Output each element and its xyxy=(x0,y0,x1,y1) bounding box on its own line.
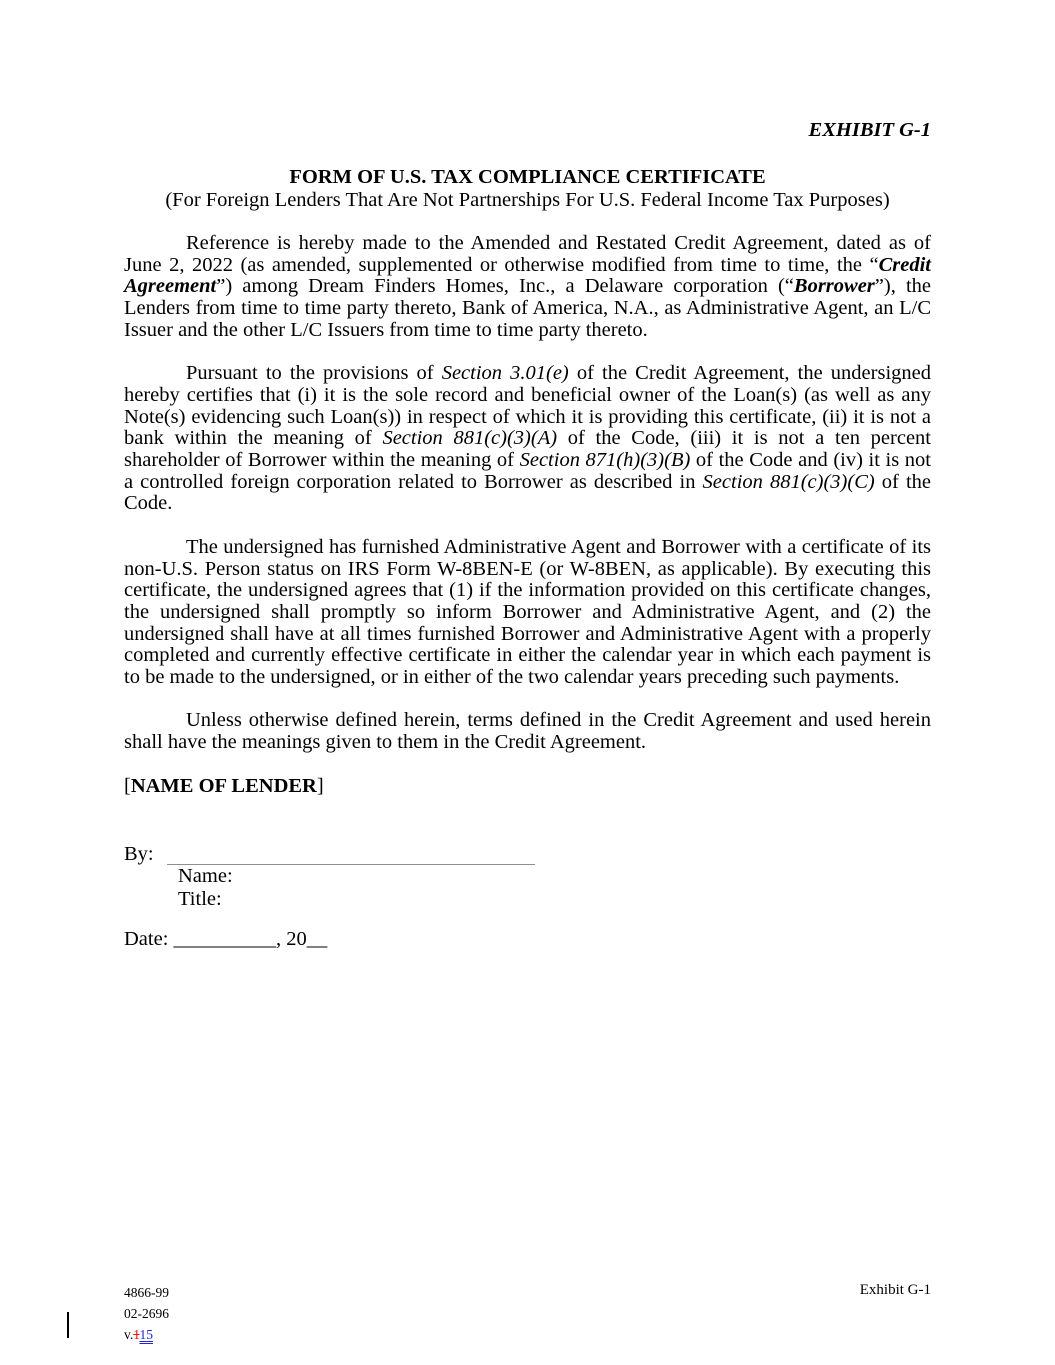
exhibit-header: EXHIBIT G-1 xyxy=(808,119,931,141)
text-segment: Reference is hereby made to the Amended and Restated Credit Agreement, dated as of June 2, 2022 (as amended, supplemented or otherwise modified from time to time, the “ xyxy=(124,232,931,276)
text-segment: of the Code, (iii) it is not a ten percent shareholder of Borrower within the meaning of xyxy=(124,427,932,472)
text-segment: Section 3.01(e) xyxy=(441,362,569,385)
text-segment: Pursuant to the provisions of xyxy=(186,362,442,385)
text-segment: ”), the Lenders from time to time party thereto, Bank of America, N.A., as Administrative Agent, an L/C Issuer and the other L/C Issuers from time to time party thereto. xyxy=(124,275,931,341)
text-segment: Unless otherwise defined herein, terms defined in the Credit Agreement and used herein shall have the meanings given to them in the Credit Agreement. xyxy=(124,709,931,754)
text-segment: Section 881(c)(3)(A) xyxy=(382,427,558,450)
document-title: FORM OF U.S. TAX COMPLIANCE CERTIFICATE xyxy=(289,166,766,188)
footer-doc-number-1: 4866-99 xyxy=(124,1285,169,1300)
title-block xyxy=(124,166,931,212)
tracked-change-bar xyxy=(67,1312,69,1338)
footer-version-line xyxy=(124,1324,169,1345)
document-body xyxy=(124,233,931,819)
text-segment: The undersigned has furnished Administrative Agent and Borrower with a certificate of its non-U.S. Person status on IRS Form W-8BEN-E (or W-8BEN, as applicable). By executing this certificate, the undersigned agrees that (1) if the information provided on this certificate changes, the undersigned shall promptly so inform Borrower and Administrative Agent, and (2) the undersigned shall have at all times furnished Borrower and Administrative Agent with a properly completed and currently effective certificate in either the calendar year in which each payment is to be made to the undersigned, or in either of the two calendar years preceding such payments. xyxy=(124,535,931,689)
by-label: By: xyxy=(124,843,154,865)
text-segment: Credit Agreement xyxy=(124,253,931,298)
footer-exhibit-label: Exhibit G-1 xyxy=(859,1282,931,1298)
paragraph-irs-form xyxy=(124,537,931,689)
signature-block xyxy=(124,843,624,951)
paragraph-certification xyxy=(124,363,931,515)
document-subtitle: (For Foreign Lenders That Are Not Partnerships For U.S. Federal Income Tax Purposes) xyxy=(165,188,890,211)
paragraph-reference xyxy=(124,233,931,342)
by-row xyxy=(124,843,624,865)
text-segment: of the Code and (iv) it is not a controlled foreign corporation related to Borrower as described in xyxy=(124,449,931,493)
paragraph-definitions xyxy=(124,710,931,753)
text-segment: [ xyxy=(124,774,131,797)
footer-doc-number-2: 02-2696 xyxy=(124,1306,169,1321)
text-segment: of the Credit Agreement, the undersigned hereby certifies that (i) it is the sole record and beneficial owner of the Loan(s) (as well as any Note(s) evidencing such Loan(s)) in respect of which it is providing this certificate, (ii) it is not a bank within the meaning of xyxy=(124,362,931,450)
text-segment: ”) among Dream Finders Homes, Inc., a Delaware corporation (“ xyxy=(216,275,794,298)
name-of-lender-line xyxy=(124,776,931,798)
text-segment: ] xyxy=(316,774,324,797)
version-deleted-text: 1 xyxy=(133,1327,140,1342)
version-prefix: v. xyxy=(124,1327,134,1342)
text-segment: NAME OF LENDER xyxy=(130,774,317,797)
date-line: Date: __________, 20__ xyxy=(124,928,328,951)
name-label: Name: xyxy=(178,865,233,888)
text-segment: Section 871(h)(3)(B) xyxy=(519,449,691,472)
text-segment: Section 881(c)(3)(C) xyxy=(702,470,875,493)
title-label: Title: xyxy=(178,887,222,910)
text-segment: of the Code. xyxy=(124,470,931,515)
text-segment: Borrower xyxy=(793,275,875,298)
version-inserted-text: 15 xyxy=(139,1327,153,1342)
signature-line xyxy=(167,843,535,865)
